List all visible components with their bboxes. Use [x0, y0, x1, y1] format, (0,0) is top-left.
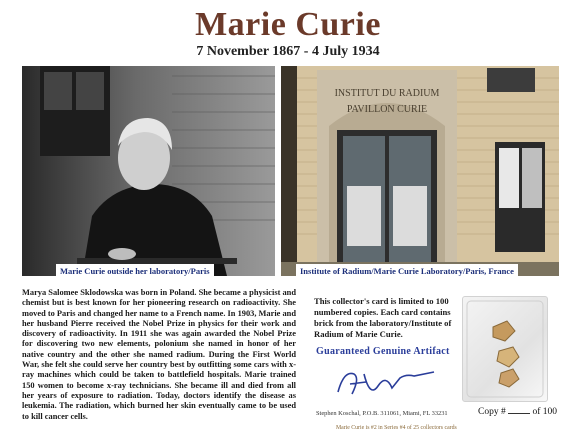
signature	[330, 364, 440, 404]
institute-caption: Institute of Radium/Marie Curie Laboratory/Paris, France	[296, 264, 518, 278]
series-note: Marie Curie is #2 in Series #4 of 25 collectors cards	[336, 425, 457, 431]
sign-line-2: PAVILLON CURIE	[346, 104, 428, 115]
copy-label: Copy #	[478, 407, 506, 417]
card-description: This collector's card is limited to 100 numbered copies. Each card contains brick from the laboratory/Institute of Radium of Marie Curie.	[314, 296, 452, 339]
brick-fragment-icon	[497, 347, 519, 367]
portrait-photo	[22, 66, 275, 276]
brick-fragments-display	[462, 296, 548, 402]
guarantee-text: Guaranteed Genuine Artifact	[316, 346, 450, 357]
copy-total: of 100	[532, 407, 558, 417]
copy-number	[478, 407, 557, 417]
portrait-caption: Marie Curie outside her laboratory/Paris	[56, 264, 214, 278]
sign-line-1: INSTITUT DU RADIUM	[334, 88, 440, 99]
address-text: Stephen Koschal, P.O.B. 311061, Miami, FL 33231	[316, 410, 448, 417]
biography-text: Marya Salomee Sklodowska was born in Poland. She became a physicist and chemist but is best known for her pioneering research on radioactivity. She moved to Paris and changed her name to a French name. In 1903, Marie and her husband Pierre received the Nobel Prize in physics for their work and discovery of radioactivity. In 1911 she was again awarded the Nobel Prize for discovering two new elements, polonium she named in honor of her native country and the other she named radium. During the First World War, she felt she could serve her country best by outfitting some cars with x-ray machines which could be taken to battlefield hospitals. Marie trained 150 women to become x-ray technicians. She became ill and died from all her years of exposure to radiation. Today, doctors identify the disease as leukemia. The radiation, which burned her skin eventually came to be used to kill cancer cells.	[22, 288, 296, 421]
brick-fragment-icon	[499, 369, 519, 387]
copy-value	[508, 413, 530, 414]
brick-fragment-icon	[493, 321, 515, 341]
institute-photo	[281, 66, 559, 276]
life-dates: 7 November 1867 - 4 July 1934	[196, 44, 380, 59]
page-title: Marie Curie	[195, 6, 381, 43]
